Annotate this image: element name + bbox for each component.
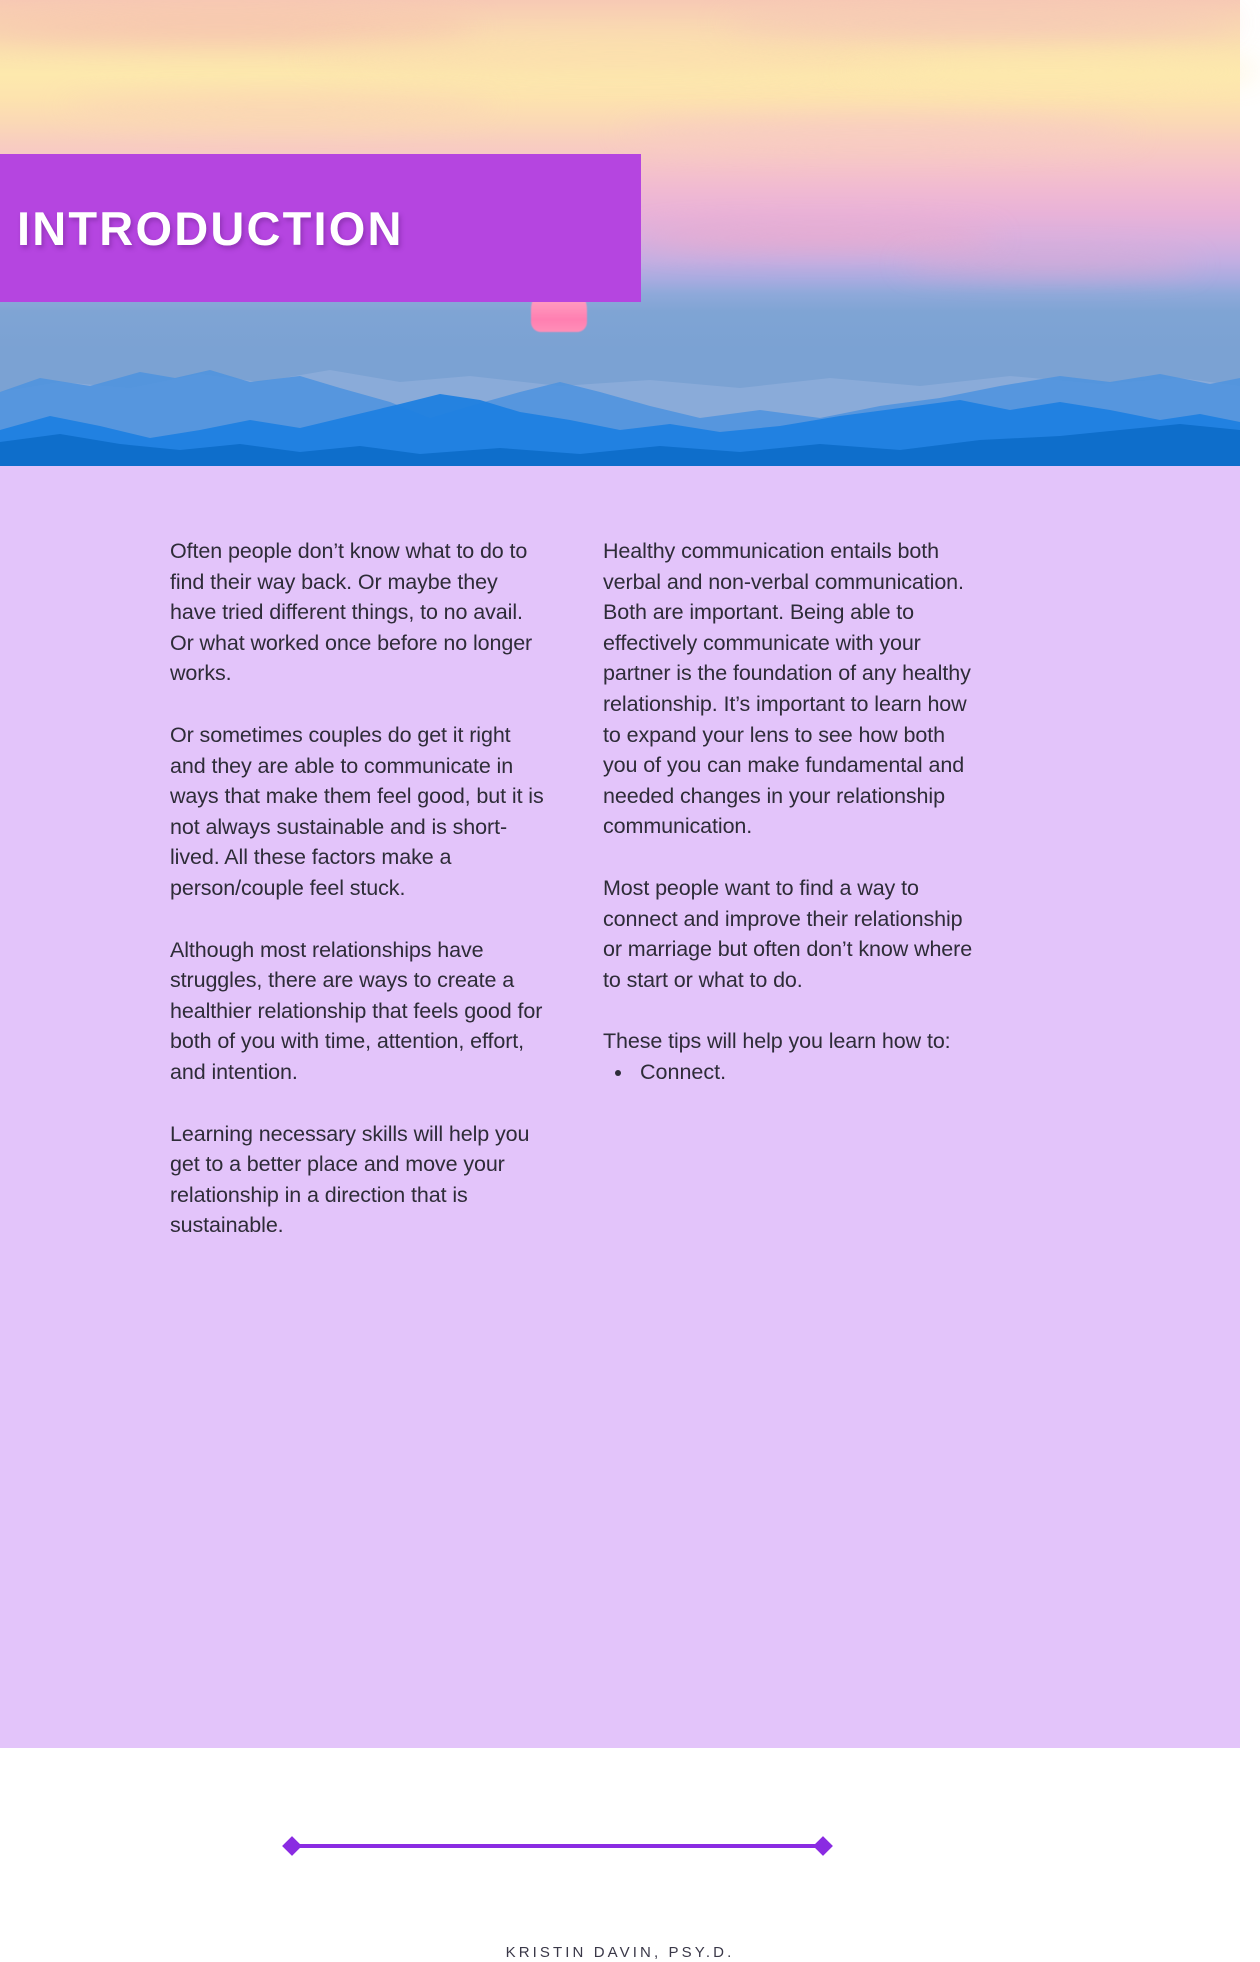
page-title: INTRODUCTION	[17, 201, 404, 255]
hero-image	[0, 0, 1240, 466]
paragraph: Most people want to find a way to connect and improve their relationship or marriage but often don’t know where to start or what to do.	[603, 875, 973, 992]
paragraph: Often people don’t know what to do to find their way back. Or maybe they have tried different things, to no avail. Or what worked once before no longer works.	[170, 539, 533, 686]
paragraph: Although most relationships have struggles, there are ways to create a healthier relationship that feels good for both of you with time, attention, effort, and intention.	[170, 937, 543, 1084]
body-content	[0, 466, 1240, 1961]
author-byline: KRISTIN DAVIN, PSY.D.	[505, 1944, 735, 1961]
mountain-ridge-foreground	[0, 420, 1240, 466]
two-column-layout	[170, 536, 1045, 1272]
cloud-streak	[640, 228, 1000, 248]
paragraph: Learning necessary skills will help you get to a better place and move your relationship in a direction that is sustainable.	[170, 1121, 530, 1238]
right-column	[603, 536, 978, 1272]
footer	[0, 1944, 1240, 1962]
cloud-streak	[720, 8, 1240, 38]
cloud-streak	[900, 256, 1200, 272]
list-item: • Connect.	[634, 1057, 978, 1088]
divider-line	[295, 1844, 820, 1848]
cloud-streak	[60, 96, 500, 118]
title-banner	[0, 154, 641, 302]
decorative-divider	[285, 1835, 830, 1857]
tips-list	[603, 1057, 978, 1088]
list-intro: These tips will help you learn how to:	[603, 1029, 951, 1054]
paragraph: Healthy communication entails both verbal and non-verbal communication. Both are important. Being able to effectively communicate with your partner is the foundation of any healthy relationship. It’s important to learn how to expand your lens to see how both you of you can make fundamental and needed changes in your relationship communication.	[603, 539, 971, 839]
diamond-icon	[813, 1836, 833, 1856]
cloud-streak	[620, 120, 1140, 146]
cloud-streak	[840, 60, 1260, 82]
paragraph: Or sometimes couples do get it right and they are able to communicate in ways that make them feel good, but it is not always sustainable and is short-lived. All these factors make a person/couple feel stuck.	[170, 722, 544, 900]
left-column	[170, 536, 545, 1272]
